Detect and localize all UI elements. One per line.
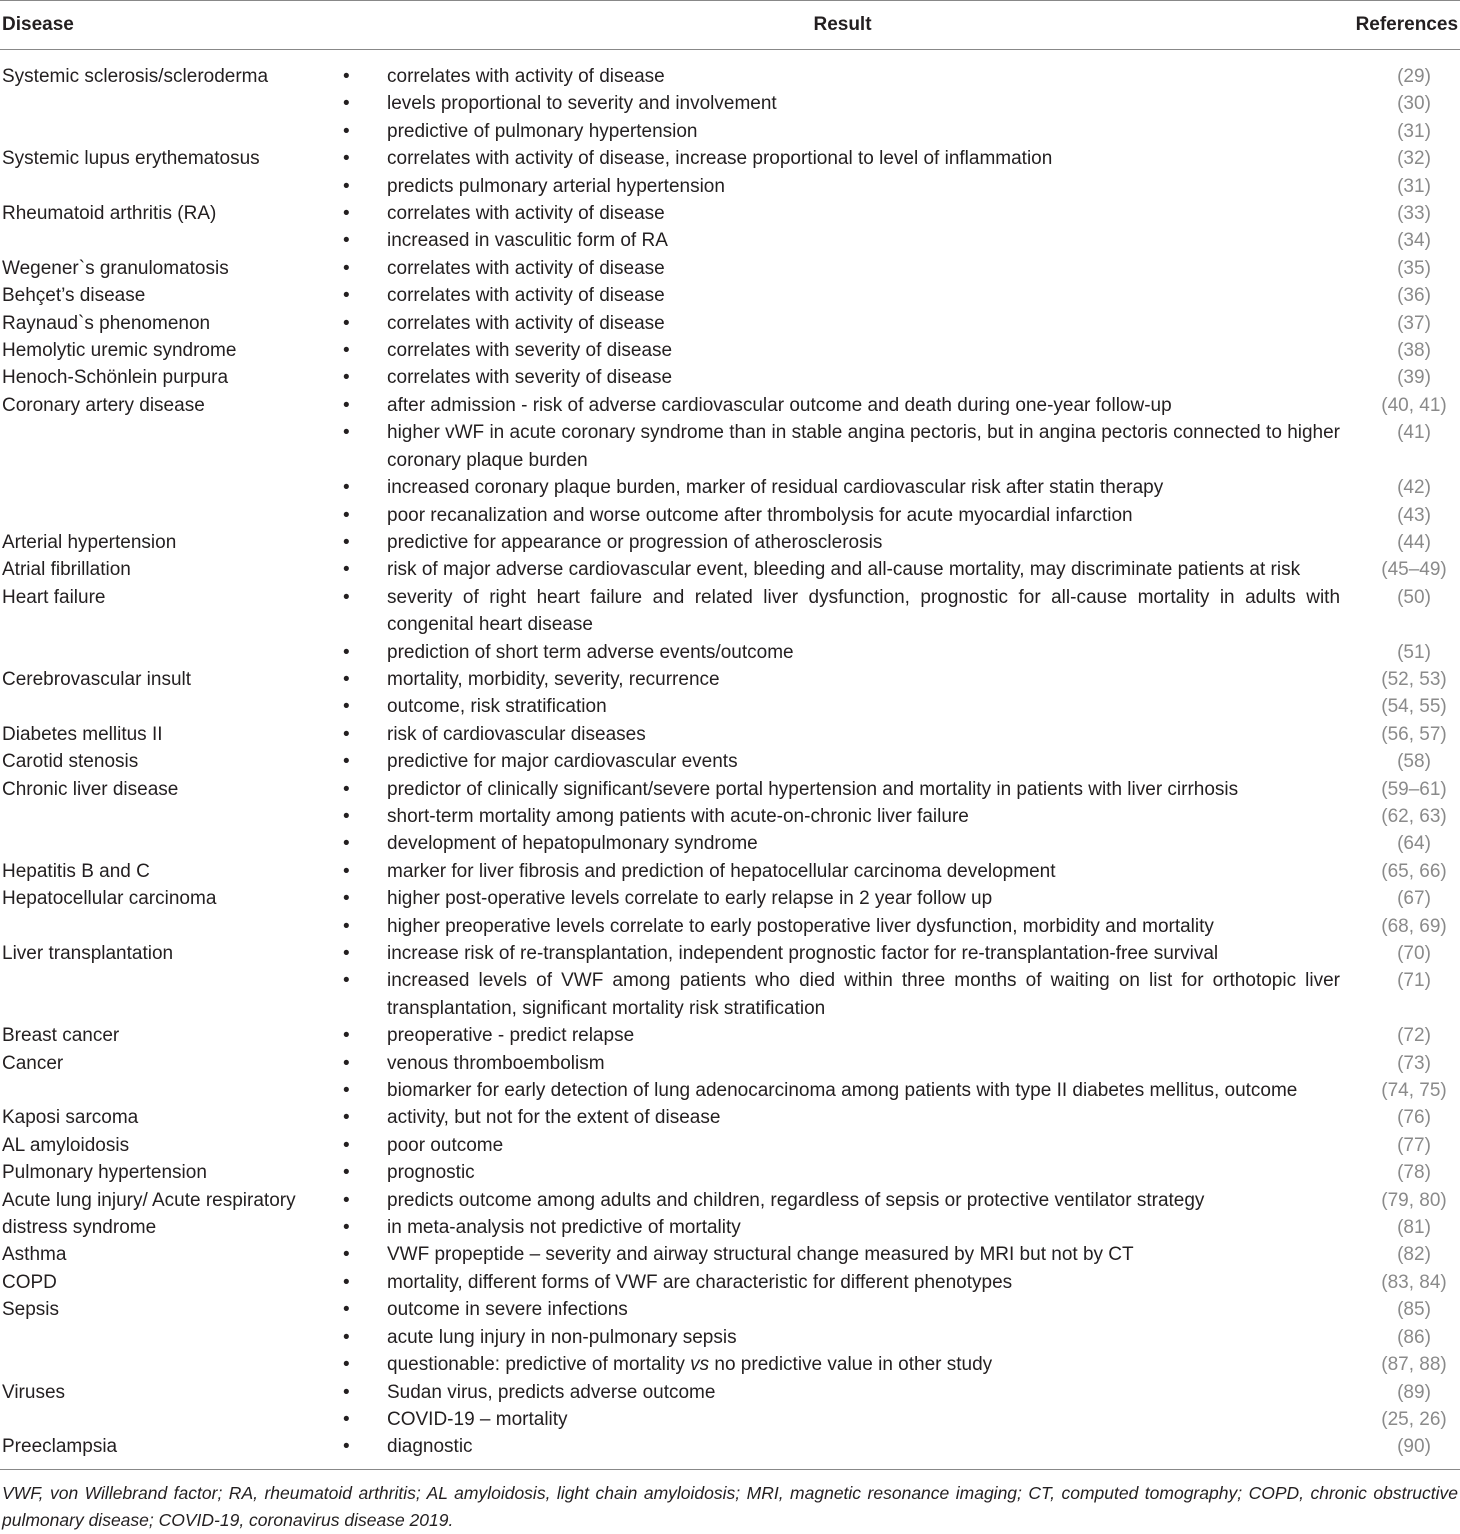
disease-cell: Arterial hypertension (2, 531, 177, 553)
bullet-marker: • (343, 559, 350, 581)
table-row (0, 392, 1460, 419)
result-cell: increased coronary plaque burden, marker of residual cardiovascular risk after statin therapy (387, 477, 1164, 499)
reference-cell: (82) (1397, 1244, 1431, 1266)
result-cell: predictive of pulmonary hypertension (387, 120, 698, 142)
disease-cell: Hemolytic uremic syndrome (2, 340, 237, 362)
bullet-marker: • (343, 257, 350, 279)
result-cell: correlates with severity of disease (387, 340, 673, 362)
result-cell: increase risk of re-transplantation, independent prognostic factor for re-transplantation-free survival (387, 943, 1219, 964)
table-row (0, 145, 1460, 172)
disease-cell: Liver transplantation (2, 943, 174, 964)
reference-cell: (76) (1397, 1107, 1431, 1129)
bullet-marker: • (343, 641, 350, 663)
result-cell: predictive for major cardiovascular events (387, 751, 738, 773)
reference-cell: (44) (1397, 531, 1431, 553)
table-row (0, 1379, 1460, 1406)
bullet-marker: • (343, 175, 350, 197)
bullet-marker: • (343, 312, 350, 334)
disease-cell (0, 830, 335, 857)
reference-cell: (73) (1397, 1052, 1431, 1074)
reference-cell: (81) (1397, 1217, 1431, 1239)
disease-cell: Diabetes mellitus II (2, 723, 163, 745)
disease-cell (0, 90, 335, 117)
table-row (0, 639, 1460, 666)
table-row (0, 1050, 1460, 1077)
reference-cell: (50) (1397, 586, 1431, 608)
reference-cell: (30) (1397, 93, 1431, 115)
disease-cell (0, 118, 335, 145)
disease-cell: Systemic lupus erythematosus (2, 148, 260, 170)
disease-cell: Hepatitis B and C (2, 860, 150, 882)
disease-cell: Raynaud`s phenomenon (2, 312, 211, 334)
bullet-marker: • (343, 943, 350, 964)
disease-cell: Kaposi sarcoma (2, 1107, 139, 1129)
table-row (0, 173, 1460, 200)
bullet-marker: • (343, 1134, 350, 1156)
disease-cell (0, 474, 335, 501)
table-row (0, 118, 1460, 145)
reference-cell: (67) (1397, 888, 1431, 910)
bullet-marker: • (343, 860, 350, 882)
table-row (0, 90, 1460, 117)
result-cell: mortality, morbidity, severity, recurrence (387, 668, 720, 690)
table-row (0, 1269, 1460, 1296)
table-row (0, 1406, 1460, 1433)
table-row (0, 1022, 1460, 1049)
bullet-marker: • (343, 531, 350, 553)
table-row (0, 1324, 1460, 1351)
result-cell: correlates with activity of disease (387, 312, 665, 334)
reference-cell: (70) (1397, 943, 1431, 964)
bullet-marker: • (343, 888, 350, 910)
header-row (0, 1, 1460, 50)
disease-cell: AL amyloidosis (2, 1134, 130, 1156)
result-cell: outcome, risk stratification (387, 696, 607, 718)
table-row (0, 282, 1460, 309)
disease-cell (0, 693, 335, 720)
result-cell: predicts pulmonary arterial hypertension (387, 175, 725, 197)
reference-cell: (83, 84) (1381, 1271, 1447, 1293)
result-cell: predictor of clinically significant/severe portal hypertension and mortality in patients with liver cirrhosis (387, 778, 1239, 800)
bullet-marker: • (343, 1354, 350, 1376)
result-cell: in meta-analysis not predictive of mortality (387, 1217, 741, 1239)
reference-cell: (78) (1397, 1162, 1431, 1184)
result-cell: correlates with severity of disease (387, 367, 673, 389)
bullet-marker: • (343, 203, 350, 225)
reference-cell: (56, 57) (1381, 723, 1447, 745)
bullet-marker: • (343, 1381, 350, 1403)
table-body (0, 50, 1460, 1461)
reference-cell: (32) (1397, 148, 1431, 170)
disease-cell: Behçet’s disease (2, 285, 146, 307)
result-cell: risk of cardiovascular diseases (387, 723, 646, 745)
bullet-marker: • (343, 230, 350, 252)
reference-cell: (64) (1397, 833, 1431, 855)
result-cell: mortality, different forms of VWF are characteristic for different phenotypes (387, 1271, 1013, 1293)
table-row (0, 748, 1460, 775)
reference-cell: (43) (1397, 504, 1431, 526)
result-text-part: questionable: predictive of mortality (387, 1354, 691, 1376)
result-cell: development of hepatopulmonary syndrome (387, 833, 758, 855)
disease-cell: Preeclampsia (2, 1436, 118, 1458)
result-cell: VWF propeptide – severity and airway structural change measured by MRI but not by CT (387, 1244, 1134, 1266)
bullet-marker: • (343, 1326, 350, 1348)
reference-cell: (31) (1397, 175, 1431, 197)
table-row (0, 776, 1460, 803)
bullet-marker: • (343, 696, 350, 718)
bullet-marker: • (343, 148, 350, 170)
disease-cell (0, 1351, 335, 1378)
result-cell: prognostic (387, 1162, 475, 1184)
table-row (0, 1132, 1460, 1159)
result-cell: Sudan virus, predicts adverse outcome (387, 1381, 716, 1403)
reference-cell: (40, 41) (1381, 394, 1447, 416)
bullet-marker: • (343, 833, 350, 855)
reference-cell: (87, 88) (1381, 1354, 1447, 1376)
bullet-marker: • (343, 1025, 350, 1047)
reference-cell: (51) (1397, 641, 1431, 663)
header-disease: Disease (0, 1, 335, 50)
table-row (0, 967, 1460, 1022)
disease-cell: Sepsis (2, 1299, 60, 1321)
disease-cell: Breast cancer (2, 1025, 120, 1047)
table-row (0, 666, 1460, 693)
table-row (0, 913, 1460, 940)
disease-cell (0, 1077, 335, 1104)
table-row (0, 1296, 1460, 1323)
result-text-part: no predictive value in other study (709, 1354, 993, 1376)
reference-cell: (33) (1397, 203, 1431, 225)
reference-cell: (71) (1397, 970, 1431, 992)
bullet-marker: • (343, 1189, 350, 1211)
result-cell: increased levels of VWF among patients who died within three months of waiting on list for orthotopic liver transplantation, significant mortality risk stratification (387, 970, 1341, 1019)
reference-cell: (36) (1397, 285, 1431, 307)
disease-cell: Cerebrovascular insult (2, 668, 192, 690)
disease-cell: Chronic liver disease (2, 778, 179, 800)
bullet-marker: • (343, 1052, 350, 1074)
table-row (0, 1351, 1460, 1378)
reference-cell: (85) (1397, 1299, 1431, 1321)
result-cell (385, 1351, 1350, 1378)
bullet-marker: • (343, 915, 350, 937)
result-cell: higher post-operative levels correlate to early relapse in 2 year follow up (387, 888, 993, 910)
table-row (0, 1187, 1460, 1214)
bullet-marker: • (343, 1162, 350, 1184)
disease-cell: Rheumatoid arthritis (RA) (2, 203, 217, 225)
disease-cell (0, 803, 335, 830)
table-row (0, 529, 1460, 556)
bullet-marker: • (343, 778, 350, 800)
result-cell: correlates with activity of disease (387, 257, 665, 279)
reference-cell: (65, 66) (1381, 860, 1447, 882)
bullet-marker: • (343, 367, 350, 389)
bullet-marker: • (343, 1107, 350, 1129)
bullet-marker: • (343, 1436, 350, 1458)
table-row (0, 1433, 1460, 1460)
disease-cell: Asthma (2, 1244, 67, 1266)
result-cell: higher preoperative levels correlate to early postoperative liver dysfunction, morbidity and mortality (387, 915, 1214, 937)
reference-cell: (68, 69) (1381, 915, 1447, 937)
reference-cell: (38) (1397, 340, 1431, 362)
bullet-marker: • (343, 751, 350, 773)
disease-cell (0, 227, 335, 254)
table-row (0, 940, 1460, 967)
header-references: References (1350, 1, 1460, 50)
reference-cell: (74, 75) (1381, 1080, 1447, 1102)
table-row (0, 364, 1460, 391)
reference-cell: (37) (1397, 312, 1431, 334)
bullet-marker: • (343, 340, 350, 362)
result-cell: marker for liver fibrosis and prediction of hepatocellular carcinoma development (387, 860, 1056, 882)
reference-cell: (39) (1397, 367, 1431, 389)
result-cell: after admission - risk of adverse cardiovascular outcome and death during one-year follow-up (387, 394, 1172, 416)
reference-cell: (52, 53) (1381, 668, 1447, 690)
result-cell: correlates with activity of disease (387, 285, 665, 307)
bullet-marker: • (343, 1271, 350, 1293)
disease-cell: Henoch-Schönlein purpura (2, 367, 229, 389)
table-row (0, 693, 1460, 720)
bullet-marker: • (343, 805, 350, 827)
bullet-marker: • (343, 970, 350, 992)
disease-cell: Cancer (2, 1052, 64, 1074)
table-row (0, 474, 1460, 501)
result-cell: levels proportional to severity and involvement (387, 93, 777, 115)
reference-cell: (45–49) (1381, 559, 1447, 581)
disease-cell (0, 419, 335, 474)
reference-cell: (41) (1397, 422, 1431, 444)
result-cell: venous thromboembolism (387, 1052, 605, 1074)
header-result: Result (335, 1, 1350, 50)
table-row (0, 584, 1460, 639)
result-cell: increased in vasculitic form of RA (387, 230, 668, 252)
result-cell: activity, but not for the extent of disease (387, 1107, 721, 1129)
result-cell: higher vWF in acute coronary syndrome than in stable angina pectoris, but in angina pectoris connected to higher coronary plaque burden (387, 422, 1341, 471)
disease-cell: Carotid stenosis (2, 751, 139, 773)
bullet-marker: • (343, 66, 350, 87)
result-cell: predictive for appearance or progression of atherosclerosis (387, 531, 883, 553)
result-cell: biomarker for early detection of lung adenocarcinoma among patients with type II diabetes mellitus, outcome (387, 1080, 1298, 1102)
table-row (0, 227, 1460, 254)
result-cell: predicts outcome among adults and children, regardless of sepsis or protective ventilator strategy (387, 1189, 1205, 1211)
bullet-marker: • (343, 1217, 350, 1239)
bullet-marker: • (343, 93, 350, 115)
result-cell: short-term mortality among patients with acute-on-chronic liver failure (387, 805, 969, 827)
table-footnote: VWF, von Willebrand factor; RA, rheumatoid arthritis; AL amyloidosis, light chain amyloidosis; MRI, magnetic resonance imaging; CT, computed tomography; COPD, chronic obstructive pulmonary disease; COVID-19, coronavirus disease 2019. (0, 1469, 1460, 1534)
result-cell: preoperative - predict relapse (387, 1025, 635, 1047)
result-cell: prediction of short term adverse events/outcome (387, 641, 794, 663)
reference-cell: (62, 63) (1381, 805, 1447, 827)
disease-cell (0, 913, 335, 940)
disease-cell: Wegener`s granulomatosis (2, 257, 229, 279)
disease-cell: distress syndrome (2, 1217, 157, 1239)
reference-cell: (86) (1397, 1326, 1431, 1348)
table-row (0, 1214, 1460, 1241)
bullet-marker: • (343, 504, 350, 526)
table-row (0, 337, 1460, 364)
bullet-marker: • (343, 1299, 350, 1321)
reference-cell: (59–61) (1381, 778, 1447, 800)
result-cell: acute lung injury in non-pulmonary sepsis (387, 1326, 737, 1348)
result-cell: outcome in severe infections (387, 1299, 628, 1321)
disease-cell (0, 1406, 335, 1433)
result-cell: correlates with activity of disease (387, 66, 665, 87)
reference-cell: (31) (1397, 120, 1431, 142)
table-row (0, 721, 1460, 748)
table-row (0, 803, 1460, 830)
disease-cell: Hepatocellular carcinoma (2, 888, 217, 910)
result-cell: diagnostic (387, 1436, 473, 1458)
result-cell: severity of right heart failure and related liver dysfunction, prognostic for all-cause mortality in adults with congenital heart disease (387, 586, 1341, 636)
reference-cell: (89) (1397, 1381, 1431, 1403)
disease-cell: Systemic sclerosis/scleroderma (2, 66, 269, 87)
bullet-marker: • (343, 285, 350, 307)
result-cell: COVID-19 – mortality (387, 1408, 568, 1430)
disease-cell (0, 173, 335, 200)
reference-cell: (29) (1397, 66, 1431, 87)
disease-cell: Pulmonary hypertension (2, 1162, 207, 1184)
bullet-marker: • (343, 120, 350, 142)
disease-cell: Atrial fibrillation (2, 559, 131, 581)
table-header (0, 1, 1460, 50)
bullet-marker: • (343, 1244, 350, 1266)
disease-cell: COPD (2, 1271, 57, 1293)
bullet-marker: • (343, 1080, 350, 1102)
reference-cell: (34) (1397, 230, 1431, 252)
table-row (0, 1159, 1460, 1186)
result-cell: correlates with activity of disease, increase proportional to level of inflammation (387, 148, 1053, 170)
disease-cell (0, 1324, 335, 1351)
table-row (0, 1104, 1460, 1131)
disease-cell: Heart failure (2, 586, 106, 608)
result-italic-vs: vs (690, 1354, 710, 1376)
reference-cell: (54, 55) (1381, 696, 1447, 718)
disease-cell: Coronary artery disease (2, 394, 205, 416)
reference-cell: (77) (1397, 1134, 1431, 1156)
reference-cell: (42) (1397, 477, 1431, 499)
disease-cell: Viruses (2, 1381, 66, 1403)
table-row (0, 885, 1460, 912)
disease-cell: Acute lung injury/ Acute respiratory (2, 1189, 296, 1211)
table-row (0, 858, 1460, 885)
result-cell: risk of major adverse cardiovascular event, bleeding and all-cause mortality, may discriminate patients at risk (387, 559, 1301, 581)
table-row (0, 255, 1460, 282)
result-cell: poor recanalization and worse outcome after thrombolysis for acute myocardial infarction (387, 504, 1133, 526)
table-row (0, 50, 1460, 91)
reference-cell: (79, 80) (1381, 1189, 1447, 1211)
table-row (0, 556, 1460, 583)
bullet-marker: • (343, 586, 350, 608)
disease-cell (0, 639, 335, 666)
reference-cell: (35) (1397, 257, 1431, 279)
result-cell: correlates with activity of disease (387, 203, 665, 225)
table-row (0, 1241, 1460, 1268)
reference-cell: (90) (1397, 1436, 1431, 1458)
table-row (0, 830, 1460, 857)
table-row (0, 200, 1460, 227)
bullet-marker: • (343, 723, 350, 745)
disease-cell (0, 502, 335, 529)
reference-cell: (25, 26) (1381, 1408, 1447, 1430)
reference-cell: (72) (1397, 1025, 1431, 1047)
table-row (0, 1077, 1460, 1104)
table-row (0, 310, 1460, 337)
table-row (0, 419, 1460, 474)
bullet-marker: • (343, 394, 350, 416)
table-row (0, 502, 1460, 529)
result-cell: poor outcome (387, 1134, 504, 1156)
bullet-marker: • (343, 477, 350, 499)
reference-cell: (58) (1397, 751, 1431, 773)
bullet-marker: • (343, 668, 350, 690)
disease-cell (0, 967, 335, 1022)
bullet-marker: • (343, 422, 350, 444)
bullet-marker: • (343, 1408, 350, 1430)
